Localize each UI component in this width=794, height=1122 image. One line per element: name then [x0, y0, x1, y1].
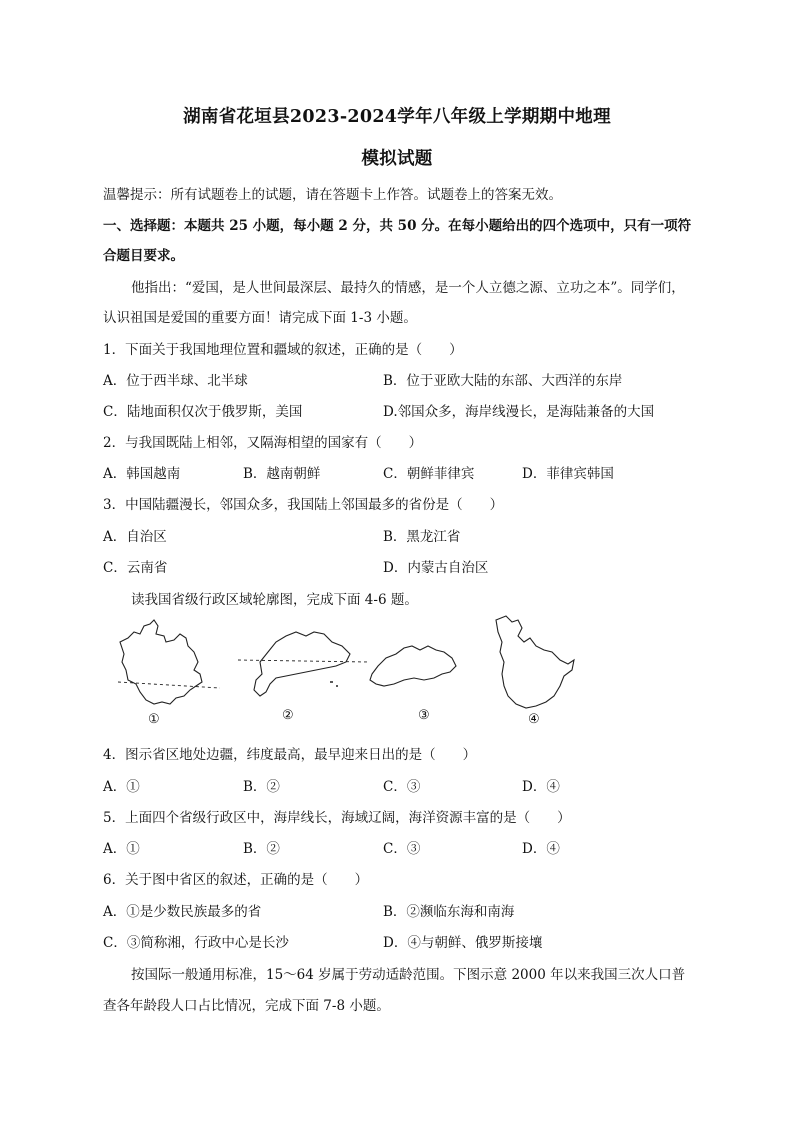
province-outline-2: [238, 632, 368, 696]
question-6-stem: 6．关于图中省区的叙述，正确的是（ ）: [103, 872, 369, 888]
passage-3: 按国际一般通用标准，15～64 岁属于劳动适龄范围。下图示意 2000 年以来我国三次人口普: [131, 967, 686, 983]
map-label-4: ④: [528, 712, 540, 727]
question-1-option-c: C．陆地面积仅次于俄罗斯，美国: [103, 404, 303, 420]
question-5-option-b: B．②: [243, 841, 280, 857]
question-2-option-c: C．朝鲜菲律宾: [383, 466, 475, 482]
question-5-option-a: A．①: [103, 841, 140, 857]
exam-title: 湖南省花垣县2023-2024学年八年级上学期期中地理: [183, 107, 611, 127]
question-2-option-b: B．越南朝鲜: [243, 466, 321, 482]
question-1-stem: 1．下面关于我国地理位置和疆域的叙述，正确的是（ ）: [103, 342, 463, 358]
province-outline-figure: [110, 612, 590, 732]
passage-2: 读我国省级行政区域轮廓图，完成下面 4-6 题。: [131, 592, 418, 608]
province-outline-1: [118, 620, 220, 704]
question-6-option-b: B．②濒临东海和南海: [383, 904, 515, 920]
question-3-option-d: D．内蒙古自治区: [383, 560, 489, 576]
section-heading-cont: 合题目要求。: [103, 248, 184, 264]
question-2-option-d: D．菲律宾韩国: [522, 466, 614, 482]
question-6-option-c: C．③简称湘，行政中心是长沙: [103, 935, 289, 951]
map-label-3: ③: [418, 708, 430, 723]
question-5-option-d: D．④: [522, 841, 560, 857]
province-outline-maps: [110, 612, 590, 732]
question-4-option-b: B．②: [243, 779, 280, 795]
question-2-stem: 2．与我国既陆上相邻，又隔海相望的国家有（ ）: [103, 435, 423, 451]
question-4-stem: 4．图示省区地处边疆，纬度最高，最早迎来日出的是（ ）: [103, 747, 477, 763]
question-5-option-c: C．③: [383, 841, 421, 857]
map-label-1: ①: [148, 712, 160, 727]
question-5-stem: 5．上面四个省级行政区中，海岸线长，海域辽阔，海洋资源丰富的是（ ）: [103, 810, 571, 826]
question-4-option-a: A．①: [103, 779, 140, 795]
question-3-stem: 3．中国陆疆漫长，邻国众多，我国陆上邻国最多的省份是（ ）: [103, 497, 504, 513]
question-1-option-a: A．位于西半球、北半球: [103, 373, 248, 389]
passage-1: 他指出：“爱国，是人世间最深层、最持久的情感，是一个人立德之源、立功之本”。同学们，: [131, 280, 685, 296]
passage-3-cont: 查各年龄段人口占比情况，完成下面 7-8 小题。: [103, 998, 390, 1014]
province-outline-4: [496, 616, 574, 708]
notice: 温馨提示：所有试题卷上的试题，请在答题卡上作答。试题卷上的答案无效。: [103, 187, 562, 203]
question-1-option-b: B．位于亚欧大陆的东部、大西洋的东岸: [383, 373, 623, 389]
passage-1-cont: 认识祖国是爱国的重要方面！请完成下面 1-3 小题。: [103, 310, 417, 326]
question-2-option-a: A．韩国越南: [103, 466, 181, 482]
question-3-option-c: C．云南省: [103, 560, 168, 576]
question-6-option-d: D．④与朝鲜、俄罗斯接壤: [383, 935, 543, 951]
exam-subtitle: 模拟试题: [361, 149, 433, 169]
question-6-option-a: A．①是少数民族最多的省: [103, 904, 262, 920]
section-heading: 一、选择题：本题共 25 小题，每小题 2 分，共 50 分。在每小题给出的四个选项中，只有一项符: [103, 218, 692, 234]
map-label-2: ②: [282, 708, 294, 723]
question-4-option-c: C．③: [383, 779, 421, 795]
province-outline-3: [370, 646, 456, 686]
question-1-option-d: D.邻国众多，海岸线漫长，是海陆兼备的大国: [383, 404, 655, 420]
question-3-option-b: B．黑龙江省: [383, 529, 461, 545]
question-3-option-a: A．自治区: [103, 529, 167, 545]
question-4-option-d: D．④: [522, 779, 560, 795]
